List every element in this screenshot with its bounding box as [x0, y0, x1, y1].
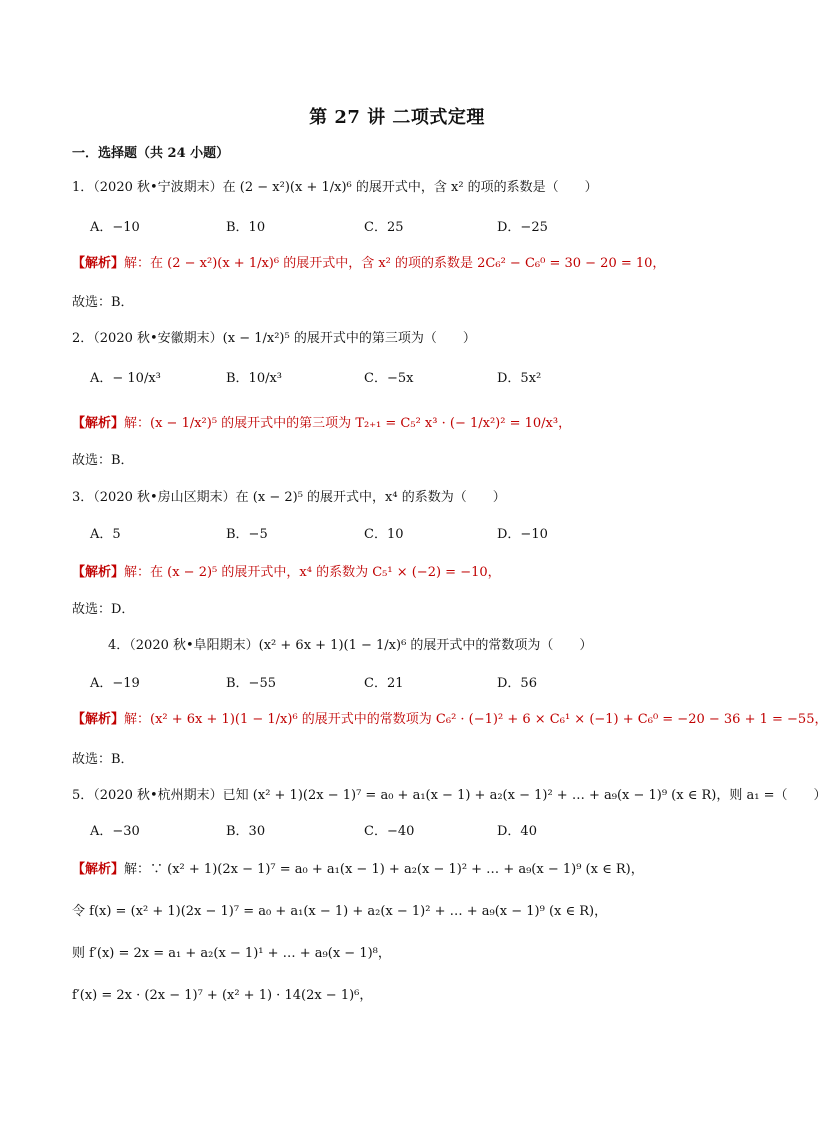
- question-3-option-a: A．5: [90, 527, 121, 542]
- question-4-stem: 4．（2020 秋•阜阳期末）(x² + 6x + 1)(1 − 1/x)⁶ 的展开式中的常数项为（ ）: [108, 638, 593, 653]
- section-heading: 一．选择题（共 24 小题）: [72, 146, 230, 161]
- page-title: 第 27 讲 二项式定理: [309, 107, 485, 128]
- solution-tag: 【解析】: [72, 565, 125, 580]
- question-5-option-b: B．30: [226, 824, 266, 839]
- question-2-option-c: C．−5x: [364, 371, 414, 386]
- question-2-answer: 故选：B．: [72, 453, 134, 468]
- question-5-step-2: 则 f′(x) = 2x = a₁ + a₂(x − 1)¹ + … + a₉(x − 1)⁸，: [72, 946, 391, 961]
- question-4-option-c: C．21: [364, 676, 404, 691]
- question-4-option-a: A．−19: [90, 676, 140, 691]
- question-4-option-d: D．56: [497, 676, 537, 691]
- question-3-option-b: B．−5: [226, 527, 268, 542]
- question-2-option-b: B．10/x³: [226, 371, 283, 386]
- solution-tag: 【解析】: [72, 712, 125, 727]
- question-3-solution: [72, 563, 501, 583]
- solution-tag: 【解析】: [72, 416, 125, 431]
- question-5-option-a: A．−30: [90, 824, 140, 839]
- solution-text: 解：(x − 1/x²)⁵ 的展开式中的第三项为 T₂₊₁ = C₅² x³ · (− 1/x²)² = 10/x³，: [124, 416, 572, 431]
- solution-tag: 【解析】: [72, 862, 125, 877]
- question-1-option-a: A．−10: [90, 220, 140, 235]
- question-2-option-d: D．5x²: [497, 371, 542, 386]
- question-1-answer: 故选：B．: [72, 295, 134, 310]
- question-1-solution: [72, 254, 665, 274]
- solution-text: 解：在 (x − 2)⁵ 的展开式中，x⁴ 的系数为 C₅¹ × (−2) = −10，: [124, 565, 501, 580]
- question-2-solution: [72, 414, 571, 434]
- question-3-stem: 3．（2020 秋•房山区期末）在 (x − 2)⁵ 的展开式中，x⁴ 的系数为（ ）: [72, 490, 506, 505]
- question-3-answer: 故选：D．: [72, 602, 135, 617]
- solution-text: 解：在 (2 − x²)(x + 1/x)⁶ 的展开式中，含 x² 的项的系数是 2C₆² − C₆⁰ = 30 − 20 = 10，: [124, 256, 666, 271]
- solution-tag: 【解析】: [72, 256, 125, 271]
- question-3-option-c: C．10: [364, 527, 404, 542]
- question-1-option-c: C．25: [364, 220, 404, 235]
- question-5-stem: 5．（2020 秋•杭州期末）已知 (x² + 1)(2x − 1)⁷ = a₀ + a₁(x − 1) + a₂(x − 1)² + … + a₉(x − 1)⁹ (x ∈ R)，则 a₁ =（ ）: [72, 788, 827, 803]
- question-5-option-c: C．−40: [364, 824, 415, 839]
- question-5-step-1: 令 f(x) = (x² + 1)(2x − 1)⁷ = a₀ + a₁(x − 1) + a₂(x − 1)² + … + a₉(x − 1)⁹ (x ∈ R)，: [72, 904, 608, 919]
- question-1-stem: 1．（2020 秋•宁波期末）在 (2 − x²)(x + 1/x)⁶ 的展开式中，含 x² 的项的系数是（ ）: [72, 180, 598, 195]
- question-5-solution: [72, 860, 644, 880]
- question-2-option-a: A．− 10/x³: [90, 371, 161, 386]
- question-1-option-b: B．10: [226, 220, 266, 235]
- question-3-option-d: D．−10: [497, 527, 548, 542]
- question-2-stem: 2．（2020 秋•安徽期末）(x − 1/x²)⁵ 的展开式中的第三项为（ ）: [72, 331, 476, 346]
- question-4-option-b: B．−55: [226, 676, 276, 691]
- solution-text: 解：∵ (x² + 1)(2x − 1)⁷ = a₀ + a₁(x − 1) + a₂(x − 1)² + … + a₉(x − 1)⁹ (x ∈ R)，: [124, 862, 644, 877]
- question-4-answer: 故选：B．: [72, 752, 134, 767]
- question-1-option-d: D．−25: [497, 220, 548, 235]
- question-4-solution: [72, 710, 827, 730]
- question-5-step-3: f′(x) = 2x · (2x − 1)⁷ + (x² + 1) · 14(2x − 1)⁶，: [72, 988, 373, 1003]
- question-5-option-d: D．40: [497, 824, 537, 839]
- solution-text: 解：(x² + 6x + 1)(1 − 1/x)⁶ 的展开式中的常数项为 C₆² · (−1)² + 6 × C₆¹ × (−1) + C₆⁰ = −20 − 36 + 1 = −55，: [124, 712, 827, 727]
